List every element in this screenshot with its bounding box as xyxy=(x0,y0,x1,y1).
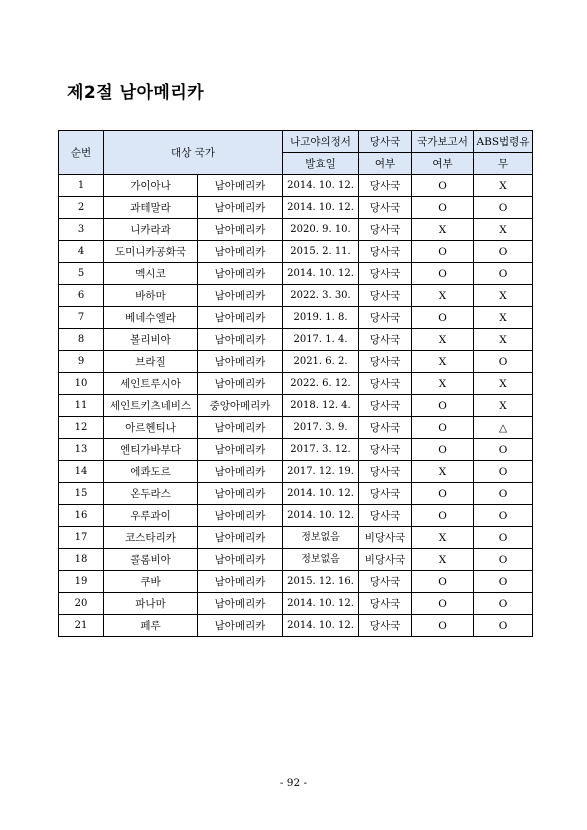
cell-country: 세인트루시아 xyxy=(104,373,198,395)
cell-national-report: O xyxy=(412,197,474,219)
cell-national-report: X xyxy=(412,461,474,483)
cell-effective-date: 2022. 3. 30. xyxy=(283,285,359,307)
header-nagoya-line1: 나고야의정서 xyxy=(283,131,359,153)
cell-region: 남아메리카 xyxy=(198,483,283,505)
table-row xyxy=(59,527,533,549)
table-row xyxy=(59,593,533,615)
cell-party-status: 당사국 xyxy=(359,307,412,329)
cell-abs-legislation: O xyxy=(474,505,533,527)
cell-abs-legislation: △ xyxy=(474,417,533,439)
cell-region: 남아메리카 xyxy=(198,571,283,593)
cell-party-status: 당사국 xyxy=(359,329,412,351)
cell-abs-legislation: X xyxy=(474,329,533,351)
cell-abs-legislation: X xyxy=(474,285,533,307)
cell-region: 남아메리카 xyxy=(198,307,283,329)
cell-region: 남아메리카 xyxy=(198,417,283,439)
cell-effective-date: 2014. 10. 12. xyxy=(283,175,359,197)
cell-country: 베네수엘라 xyxy=(104,307,198,329)
cell-no: 17 xyxy=(59,527,104,549)
cell-party-status: 당사국 xyxy=(359,461,412,483)
table-row xyxy=(59,219,533,241)
table-body xyxy=(59,175,533,637)
cell-party-status: 당사국 xyxy=(359,263,412,285)
cell-no: 7 xyxy=(59,307,104,329)
header-party-line1: 당사국 xyxy=(359,131,412,153)
cell-no: 20 xyxy=(59,593,104,615)
table-row xyxy=(59,175,533,197)
cell-party-status: 당사국 xyxy=(359,219,412,241)
cell-region: 남아메리카 xyxy=(198,197,283,219)
cell-effective-date: 2017. 12. 19. xyxy=(283,461,359,483)
cell-country: 쿠바 xyxy=(104,571,198,593)
cell-national-report: O xyxy=(412,439,474,461)
cell-effective-date: 2014. 10. 12. xyxy=(283,483,359,505)
cell-effective-date: 2014. 10. 12. xyxy=(283,197,359,219)
cell-abs-legislation: O xyxy=(474,461,533,483)
cell-no: 1 xyxy=(59,175,104,197)
table-row xyxy=(59,439,533,461)
cell-abs-legislation: O xyxy=(474,351,533,373)
cell-national-report: O xyxy=(412,417,474,439)
cell-country: 도미니카공화국 xyxy=(104,241,198,263)
cell-effective-date: 2014. 10. 12. xyxy=(283,505,359,527)
cell-no: 18 xyxy=(59,549,104,571)
cell-abs-legislation: X xyxy=(474,373,533,395)
cell-country: 멕시코 xyxy=(104,263,198,285)
cell-region: 남아메리카 xyxy=(198,241,283,263)
cell-party-status: 비당사국 xyxy=(359,549,412,571)
cell-country: 세인트키츠네비스 xyxy=(104,395,198,417)
cell-country: 아르헨티나 xyxy=(104,417,198,439)
cell-region: 남아메리카 xyxy=(198,505,283,527)
cell-effective-date: 정보없음 xyxy=(283,527,359,549)
header-report-line1: 국가보고서 xyxy=(412,131,474,153)
cell-effective-date: 2017. 3. 9. xyxy=(283,417,359,439)
cell-abs-legislation: X xyxy=(474,307,533,329)
table-row xyxy=(59,615,533,637)
cell-effective-date: 2015. 12. 16. xyxy=(283,571,359,593)
cell-party-status: 당사국 xyxy=(359,175,412,197)
cell-country: 브라질 xyxy=(104,351,198,373)
cell-no: 15 xyxy=(59,483,104,505)
cell-abs-legislation: O xyxy=(474,527,533,549)
cell-abs-legislation: O xyxy=(474,593,533,615)
table-row xyxy=(59,351,533,373)
cell-national-report: X xyxy=(412,219,474,241)
table-row xyxy=(59,483,533,505)
table-header xyxy=(59,131,533,175)
table-row xyxy=(59,373,533,395)
cell-effective-date: 2014. 10. 12. xyxy=(283,615,359,637)
cell-party-status: 당사국 xyxy=(359,351,412,373)
cell-country: 볼리비아 xyxy=(104,329,198,351)
cell-party-status: 비당사국 xyxy=(359,527,412,549)
cell-party-status: 당사국 xyxy=(359,241,412,263)
cell-party-status: 당사국 xyxy=(359,373,412,395)
cell-party-status: 당사국 xyxy=(359,615,412,637)
table-row xyxy=(59,241,533,263)
cell-no: 11 xyxy=(59,395,104,417)
cell-abs-legislation: O xyxy=(474,549,533,571)
cell-country: 코스타리카 xyxy=(104,527,198,549)
cell-country: 파나마 xyxy=(104,593,198,615)
table-row xyxy=(59,461,533,483)
cell-effective-date: 정보없음 xyxy=(283,549,359,571)
cell-region: 남아메리카 xyxy=(198,219,283,241)
cell-abs-legislation: O xyxy=(474,615,533,637)
cell-abs-legislation: O xyxy=(474,439,533,461)
cell-region: 남아메리카 xyxy=(198,373,283,395)
cell-abs-legislation: X xyxy=(474,219,533,241)
cell-no: 3 xyxy=(59,219,104,241)
cell-region: 남아메리카 xyxy=(198,593,283,615)
cell-no: 13 xyxy=(59,439,104,461)
cell-national-report: O xyxy=(412,263,474,285)
cell-country: 바하마 xyxy=(104,285,198,307)
cell-no: 21 xyxy=(59,615,104,637)
page-number: - 92 - xyxy=(279,777,308,789)
cell-national-report: X xyxy=(412,285,474,307)
cell-region: 남아메리카 xyxy=(198,351,283,373)
cell-no: 4 xyxy=(59,241,104,263)
cell-no: 10 xyxy=(59,373,104,395)
cell-effective-date: 2022. 6. 12. xyxy=(283,373,359,395)
table-row xyxy=(59,549,533,571)
cell-party-status: 당사국 xyxy=(359,417,412,439)
cell-abs-legislation: X xyxy=(474,175,533,197)
header-party-line2: 여부 xyxy=(359,153,412,175)
cell-party-status: 당사국 xyxy=(359,505,412,527)
cell-abs-legislation: O xyxy=(474,483,533,505)
cell-no: 12 xyxy=(59,417,104,439)
cell-country: 니카라과 xyxy=(104,219,198,241)
cell-national-report: O xyxy=(412,175,474,197)
section-title: 제2절 남아메리카 xyxy=(67,83,205,103)
table-row xyxy=(59,417,533,439)
header-no: 순번 xyxy=(59,131,104,175)
table-row xyxy=(59,285,533,307)
table-row xyxy=(59,395,533,417)
cell-region: 남아메리카 xyxy=(198,175,283,197)
cell-region: 남아메리카 xyxy=(198,549,283,571)
cell-abs-legislation: O xyxy=(474,571,533,593)
cell-effective-date: 2018. 12. 4. xyxy=(283,395,359,417)
cell-national-report: O xyxy=(412,615,474,637)
table-row xyxy=(59,505,533,527)
cell-region: 남아메리카 xyxy=(198,329,283,351)
cell-region: 남아메리카 xyxy=(198,461,283,483)
cell-effective-date: 2014. 10. 12. xyxy=(283,263,359,285)
cell-region: 남아메리카 xyxy=(198,439,283,461)
cell-party-status: 당사국 xyxy=(359,593,412,615)
cell-no: 16 xyxy=(59,505,104,527)
cell-national-report: O xyxy=(412,307,474,329)
cell-effective-date: 2017. 3. 12. xyxy=(283,439,359,461)
cell-no: 19 xyxy=(59,571,104,593)
header-abs-line2: 무 xyxy=(474,153,533,175)
cell-national-report: X xyxy=(412,351,474,373)
cell-effective-date: 2014. 10. 12. xyxy=(283,593,359,615)
header-abs-line1: ABS법령유 xyxy=(474,131,533,153)
cell-party-status: 당사국 xyxy=(359,571,412,593)
cell-national-report: X xyxy=(412,527,474,549)
table-row xyxy=(59,307,533,329)
cell-party-status: 당사국 xyxy=(359,197,412,219)
cell-national-report: O xyxy=(412,395,474,417)
cell-national-report: X xyxy=(412,549,474,571)
cell-country: 에콰도르 xyxy=(104,461,198,483)
header-report-line2: 여부 xyxy=(412,153,474,175)
cell-effective-date: 2021. 6. 2. xyxy=(283,351,359,373)
cell-effective-date: 2019. 1. 8. xyxy=(283,307,359,329)
cell-country: 엔티가바부다 xyxy=(104,439,198,461)
table-row xyxy=(59,329,533,351)
nagoya-protocol-table xyxy=(58,130,533,637)
header-nagoya-line2: 발효일 xyxy=(283,153,359,175)
cell-region: 중앙아메리카 xyxy=(198,395,283,417)
cell-abs-legislation: O xyxy=(474,263,533,285)
table-row xyxy=(59,197,533,219)
cell-party-status: 당사국 xyxy=(359,483,412,505)
table-row xyxy=(59,571,533,593)
cell-national-report: X xyxy=(412,329,474,351)
cell-no: 2 xyxy=(59,197,104,219)
cell-country: 페루 xyxy=(104,615,198,637)
cell-abs-legislation: O xyxy=(474,241,533,263)
header-target-country: 대상 국가 xyxy=(104,131,283,175)
cell-country: 온두라스 xyxy=(104,483,198,505)
cell-party-status: 당사국 xyxy=(359,395,412,417)
cell-abs-legislation: O xyxy=(474,197,533,219)
cell-no: 6 xyxy=(59,285,104,307)
cell-national-report: O xyxy=(412,571,474,593)
cell-country: 콜롬비아 xyxy=(104,549,198,571)
cell-no: 5 xyxy=(59,263,104,285)
cell-no: 8 xyxy=(59,329,104,351)
cell-national-report: O xyxy=(412,241,474,263)
cell-country: 우루과이 xyxy=(104,505,198,527)
table-row xyxy=(59,263,533,285)
cell-abs-legislation: X xyxy=(474,395,533,417)
cell-region: 남아메리카 xyxy=(198,615,283,637)
cell-effective-date: 2020. 9. 10. xyxy=(283,219,359,241)
cell-country: 가이아나 xyxy=(104,175,198,197)
cell-no: 14 xyxy=(59,461,104,483)
cell-region: 남아메리카 xyxy=(198,527,283,549)
cell-region: 남아메리카 xyxy=(198,263,283,285)
cell-no: 9 xyxy=(59,351,104,373)
cell-region: 남아메리카 xyxy=(198,285,283,307)
cell-party-status: 당사국 xyxy=(359,285,412,307)
cell-effective-date: 2015. 2. 11. xyxy=(283,241,359,263)
cell-effective-date: 2017. 1. 4. xyxy=(283,329,359,351)
cell-country: 과테말라 xyxy=(104,197,198,219)
cell-party-status: 당사국 xyxy=(359,439,412,461)
cell-national-report: X xyxy=(412,373,474,395)
cell-national-report: O xyxy=(412,483,474,505)
cell-national-report: O xyxy=(412,505,474,527)
cell-national-report: O xyxy=(412,593,474,615)
